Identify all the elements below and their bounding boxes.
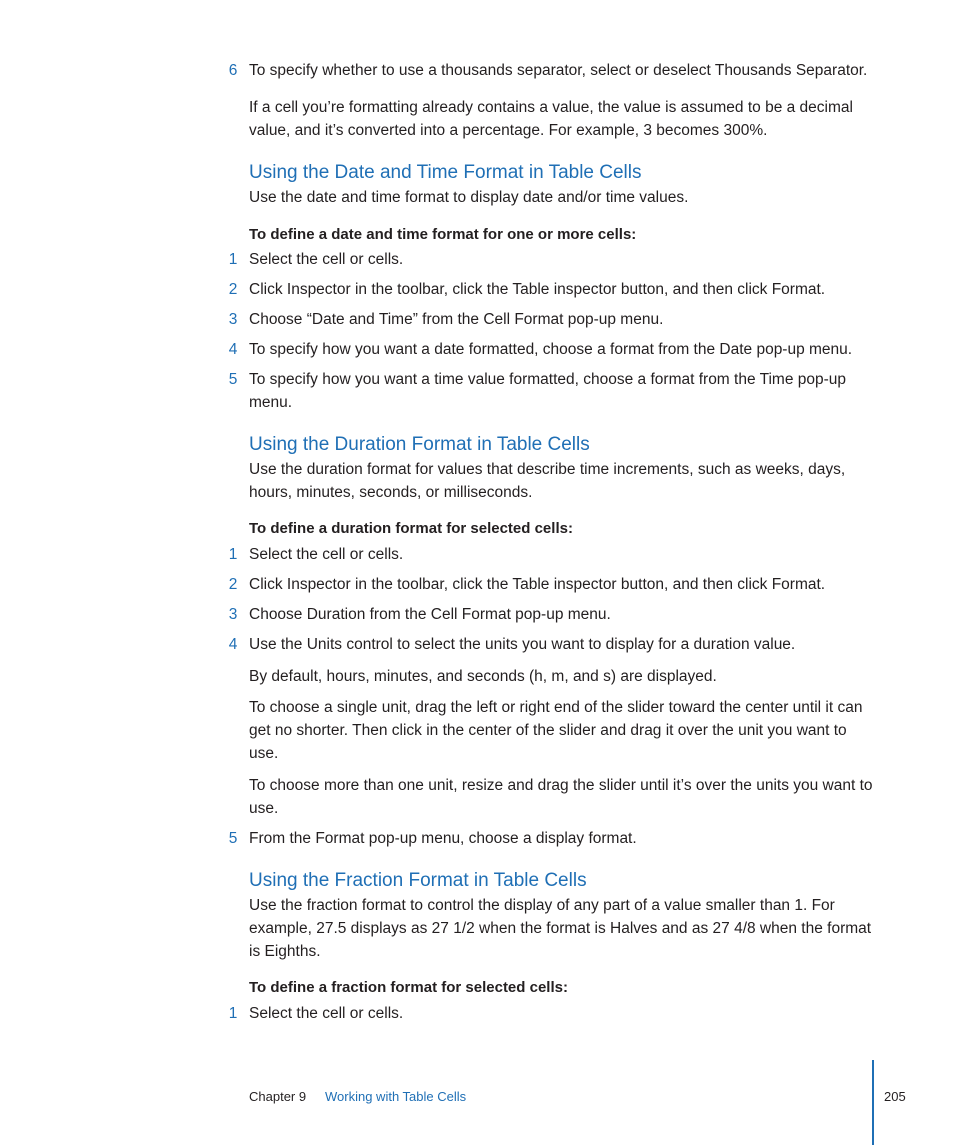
step-text: Choose Duration from the Cell Format pop-up menu. (249, 606, 611, 623)
step-number: 2 (228, 576, 238, 593)
paragraph: By default, hours, minutes, and seconds (h, m, and s) are displayed. (249, 668, 717, 685)
section-heading-fraction: Using the Fraction Format in Table Cells (249, 870, 587, 891)
step-number: 5 (228, 830, 238, 847)
step-text: Choose “Date and Time” from the Cell Format pop-up menu. (249, 311, 664, 328)
section-heading-duration: Using the Duration Format in Table Cells (249, 434, 590, 455)
footer-chapter-title: Working with Table Cells (325, 1089, 467, 1104)
task-heading: To define a fraction format for selected cells: (249, 979, 568, 996)
step-number: 4 (228, 636, 238, 653)
step-text: Select the cell or cells. (249, 251, 404, 268)
paragraph: If a cell you’re formatting already contains a value, the value is assumed to be a decimal value, and it’s converted into a percentage. For example, 3 becomes 300%. (249, 99, 853, 139)
step-text: To specify how you want a date formatted, choose a format from the Date pop-up menu. (249, 341, 853, 358)
paragraph: To choose a single unit, drag the left or right end of the slider toward the center until it can get no shorter. Then click in the center of the slider and drag it over the unit you want to use. (249, 699, 863, 762)
task-heading: To define a duration format for selected cells: (249, 520, 573, 537)
step-text: Use the Units control to select the units you want to display for a duration value. (249, 636, 796, 653)
page-number: 205 (884, 1089, 906, 1104)
step-text: From the Format pop-up menu, choose a display format. (249, 830, 637, 847)
step-number: 1 (228, 1005, 238, 1022)
paragraph: Use the duration format for values that describe time increments, such as weeks, days, hours, minutes, seconds, or milliseconds. (249, 461, 846, 501)
step-number: 4 (228, 341, 238, 358)
step-number: 6 (228, 62, 238, 79)
paragraph: Use the date and time format to display date and/or time values. (249, 189, 689, 206)
step-number: 3 (228, 606, 238, 623)
step-text: To specify whether to use a thousands separator, select or deselect Thousands Separator. (249, 62, 868, 79)
step-text: Select the cell or cells. (249, 1005, 404, 1022)
task-heading: To define a date and time format for one or more cells: (249, 226, 637, 243)
step-text: Click Inspector in the toolbar, click the Table inspector button, and then click Format. (249, 576, 826, 593)
footer-chapter: Chapter 9 (249, 1089, 307, 1104)
step-number: 5 (228, 371, 238, 388)
section-heading-date: Using the Date and Time Format in Table Cells (249, 162, 642, 183)
step-text: Select the cell or cells. (249, 546, 404, 563)
footer-divider (872, 1060, 874, 1145)
step-number: 1 (228, 546, 238, 563)
paragraph: To choose more than one unit, resize and drag the slider until it’s over the units you want to use. (249, 777, 873, 817)
step-text: To specify how you want a time value formatted, choose a format from the Time pop-up menu. (249, 371, 847, 411)
step-number: 1 (228, 251, 238, 268)
step-number: 3 (228, 311, 238, 328)
step-number: 2 (228, 281, 238, 298)
step-text: Click Inspector in the toolbar, click the Table inspector button, and then click Format. (249, 281, 826, 298)
paragraph: Use the fraction format to control the display of any part of a value smaller than 1. For example, 27.5 displays as 27 1/2 when the format is Halves and as 27 4/8 when the format is Eighths. (249, 897, 872, 960)
